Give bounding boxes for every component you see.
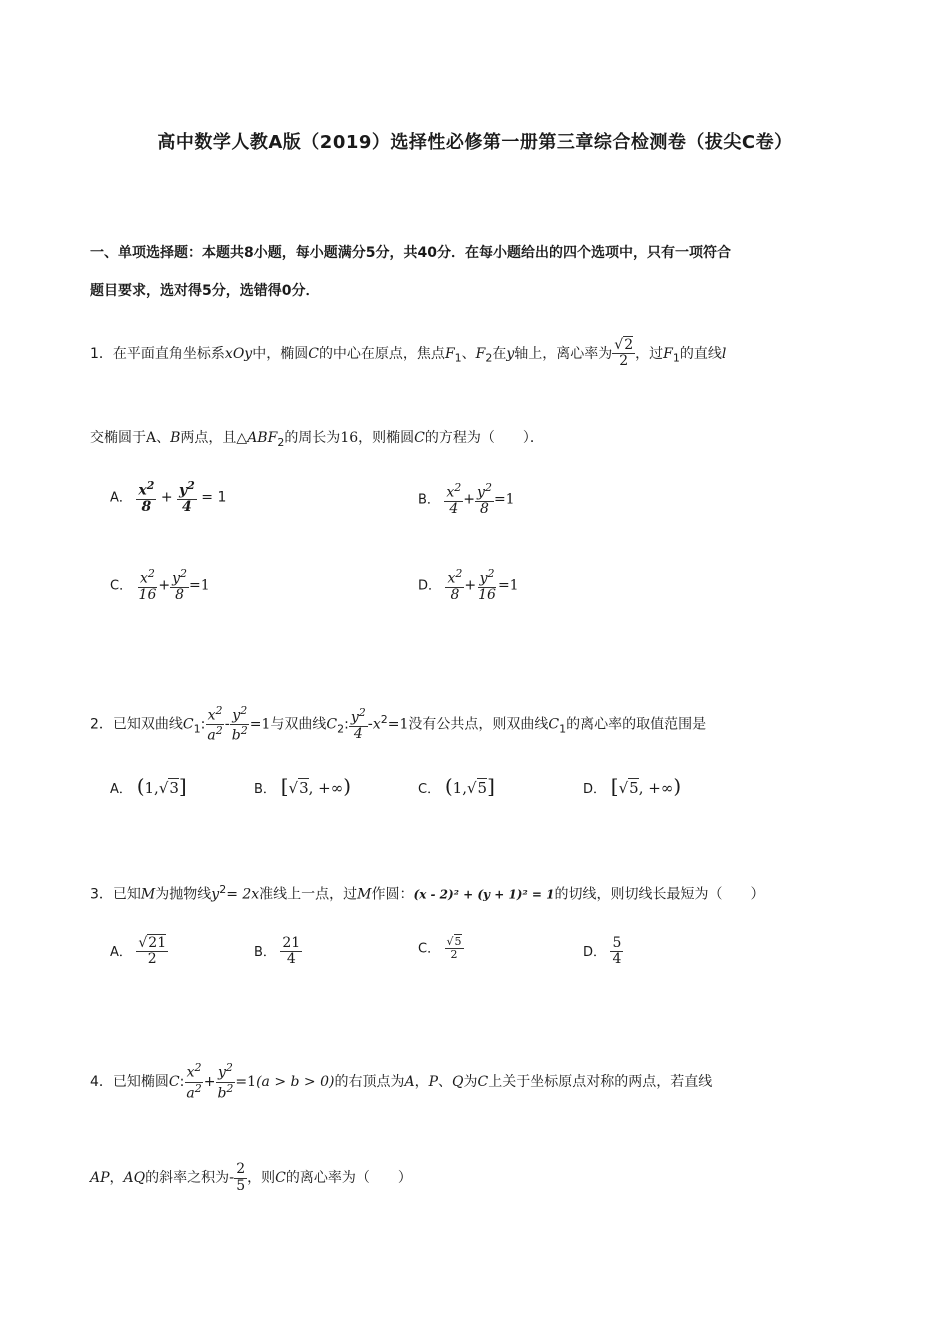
q1-option-c[interactable]: C． $\frac{x^2}{16}$ + $\frac{y^2}{8}$ =1	[110, 567, 210, 604]
q2-option-b[interactable]: B． [√3, +∞)	[254, 774, 352, 798]
eccentricity-fraction: $\frac{√2}{2}$	[614, 337, 634, 370]
section-heading-line1: 一、单项选择题：本题共8小题，每小题满分5分，共40分．在每小题给出的四个选项中，只有一项符合	[90, 245, 731, 261]
q1-option-b[interactable]: B． $\frac{x^2}{4}$ + $\frac{y^2}{8}$ =1	[418, 481, 515, 518]
q2-option-a[interactable]: A． (1,√3]	[110, 774, 187, 798]
q3-option-c[interactable]: C． $\frac{√5}{2}$	[418, 935, 462, 962]
question-number: 1．	[90, 345, 113, 362]
question-number: 2．	[90, 716, 113, 733]
question-number: 3．	[90, 886, 113, 903]
question-1-line1: 1．在平面直角坐标系xOy中，椭圆C的中心在原点，焦点$F_1$、$F_2$在y轴上，离心率为 $\frac{√2}{2}$ ，过$F_1$的直线l	[90, 337, 727, 370]
question-number: 4．	[90, 1074, 113, 1090]
question-2: 2．已知双曲线$C_1$: $\frac{x^2}{a^2}$ - $\frac{y^2}{b^2}$ =1与双曲线$C_2$: $\frac{y^2}{4}$ $-x^2=1$没有公共点，则双曲线$C_1$的离心率的取值范围是	[90, 704, 707, 744]
q3-option-d[interactable]: D． $\frac{5}{4}$	[583, 935, 622, 968]
question-1-line2: 交椭圆于A、B两点，且$\triangle ABF_2$的周长为16，则椭圆C的方程为（ ）．	[90, 430, 544, 449]
q3-option-a[interactable]: A． $\frac{√21}{2}$	[110, 935, 167, 968]
q2-option-d[interactable]: D． [√5, +∞)	[583, 774, 682, 798]
question-3: 3．已知M为抛物线$y^2= 2x$准线上一点，过M作圆：(x - 2)² + (y + 1)² = 1的切线，则切线长最短为（ ）	[90, 883, 765, 903]
section-heading-line2: 题目要求，选对得5分，选错得0分．	[90, 283, 320, 299]
page-title: 高中数学人教A版（2019）选择性必修第一册第三章综合检测卷（拔尖C卷）	[157, 132, 793, 153]
q1-option-a[interactable]: A． $\frac{x^2}{8}$ + $\frac{y^2}{4}$ = 1	[110, 479, 227, 516]
question-4-line2: AP，AQ的斜率之积为- $\frac{2}{5}$ ，则C的离心率为（ ）	[90, 1161, 412, 1194]
q1-option-d[interactable]: D． $\frac{x^2}{8}$ + $\frac{y^2}{16}$ =1	[418, 567, 519, 604]
q3-option-b[interactable]: B． $\frac{21}{4}$	[254, 935, 301, 968]
question-4-line1: 4．已知椭圆C: $\frac{x^2}{a^2}$ + $\frac{y^2}{b^2}$ =1(a > b > 0)的右顶点为A，P、Q为C上关于坐标原点对称的两点，若直线	[90, 1061, 713, 1102]
q2-option-c[interactable]: C． (1,√5]	[418, 774, 495, 798]
